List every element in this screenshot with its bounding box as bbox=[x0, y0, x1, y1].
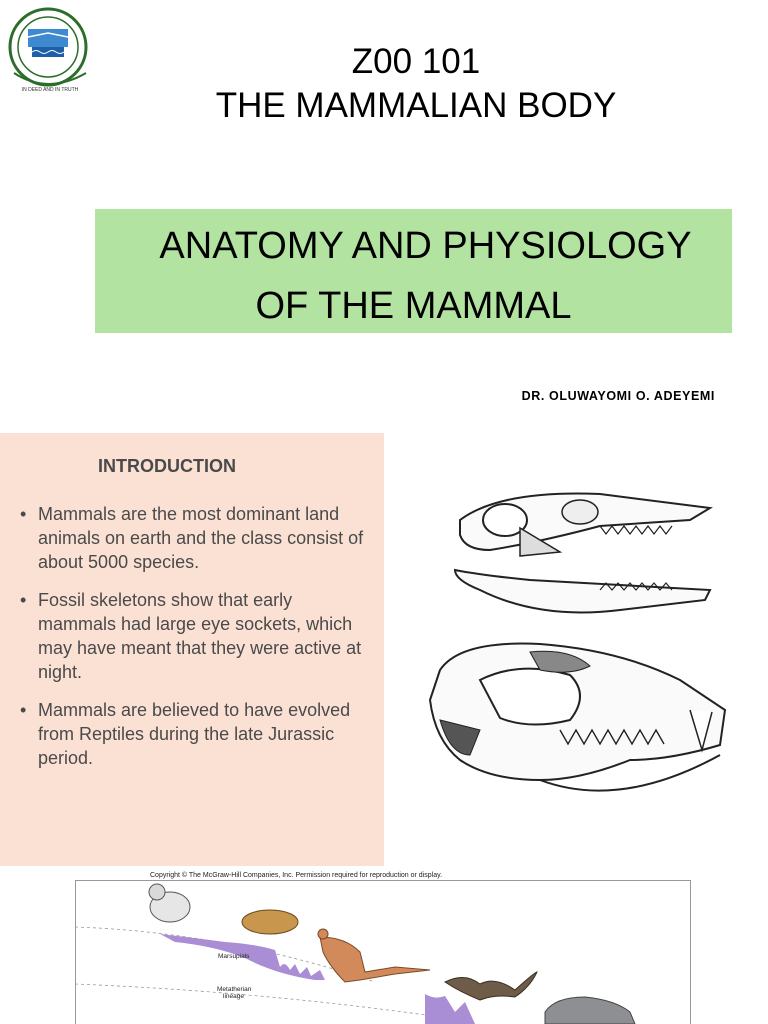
introduction-panel bbox=[0, 433, 384, 866]
banner-line-2: OF THE MAMMAL bbox=[255, 285, 572, 327]
author-name: DR. OLUWAYOMI O. ADEYEMI bbox=[521, 389, 715, 403]
copyright-notice: Copyright © The McGraw-Hill Companies, Inc. Permission required for reproduction or display. bbox=[150, 872, 443, 879]
koala-icon bbox=[149, 884, 190, 922]
label-lineage-2: lineage bbox=[223, 993, 244, 1000]
title-banner bbox=[95, 209, 732, 333]
bullet-item: • Mammals are the most dominant land animals on earth and the class consist of about 5000 species. bbox=[20, 504, 364, 572]
bullet-item: • Mammals are believed to have evolved from Reptiles during the late Jurassic period. bbox=[20, 700, 351, 768]
wombat-icon bbox=[242, 910, 298, 934]
skull-illustrations bbox=[420, 480, 740, 820]
introduction-heading: INTRODUCTION bbox=[98, 456, 236, 476]
course-code: Z00 101 bbox=[351, 42, 481, 81]
course-title: THE MAMMALIAN BODY bbox=[215, 86, 617, 125]
bat-icon bbox=[445, 972, 537, 1000]
kangaroo-icon bbox=[318, 929, 430, 982]
bullet-item: • Fossil skeletons show that early mammals had large eye sockets, which may have meant that they were active at night. bbox=[20, 590, 362, 682]
banner-line-1: ANATOMY AND PHYSIOLOGY bbox=[159, 225, 692, 267]
svg-text:IN DEED AND IN TRUTH: IN DEED AND IN TRUTH bbox=[21, 87, 79, 93]
elephant-icon bbox=[545, 997, 635, 1024]
label-marsupials: Marsupials bbox=[218, 953, 250, 960]
mammal-evolution-figure bbox=[75, 872, 691, 1024]
label-lineage-1: Metatherian bbox=[217, 986, 252, 993]
reptile-skull-illustration bbox=[455, 494, 710, 613]
introduction-bullets bbox=[20, 502, 365, 784]
mammal-skull-illustration bbox=[430, 644, 725, 791]
